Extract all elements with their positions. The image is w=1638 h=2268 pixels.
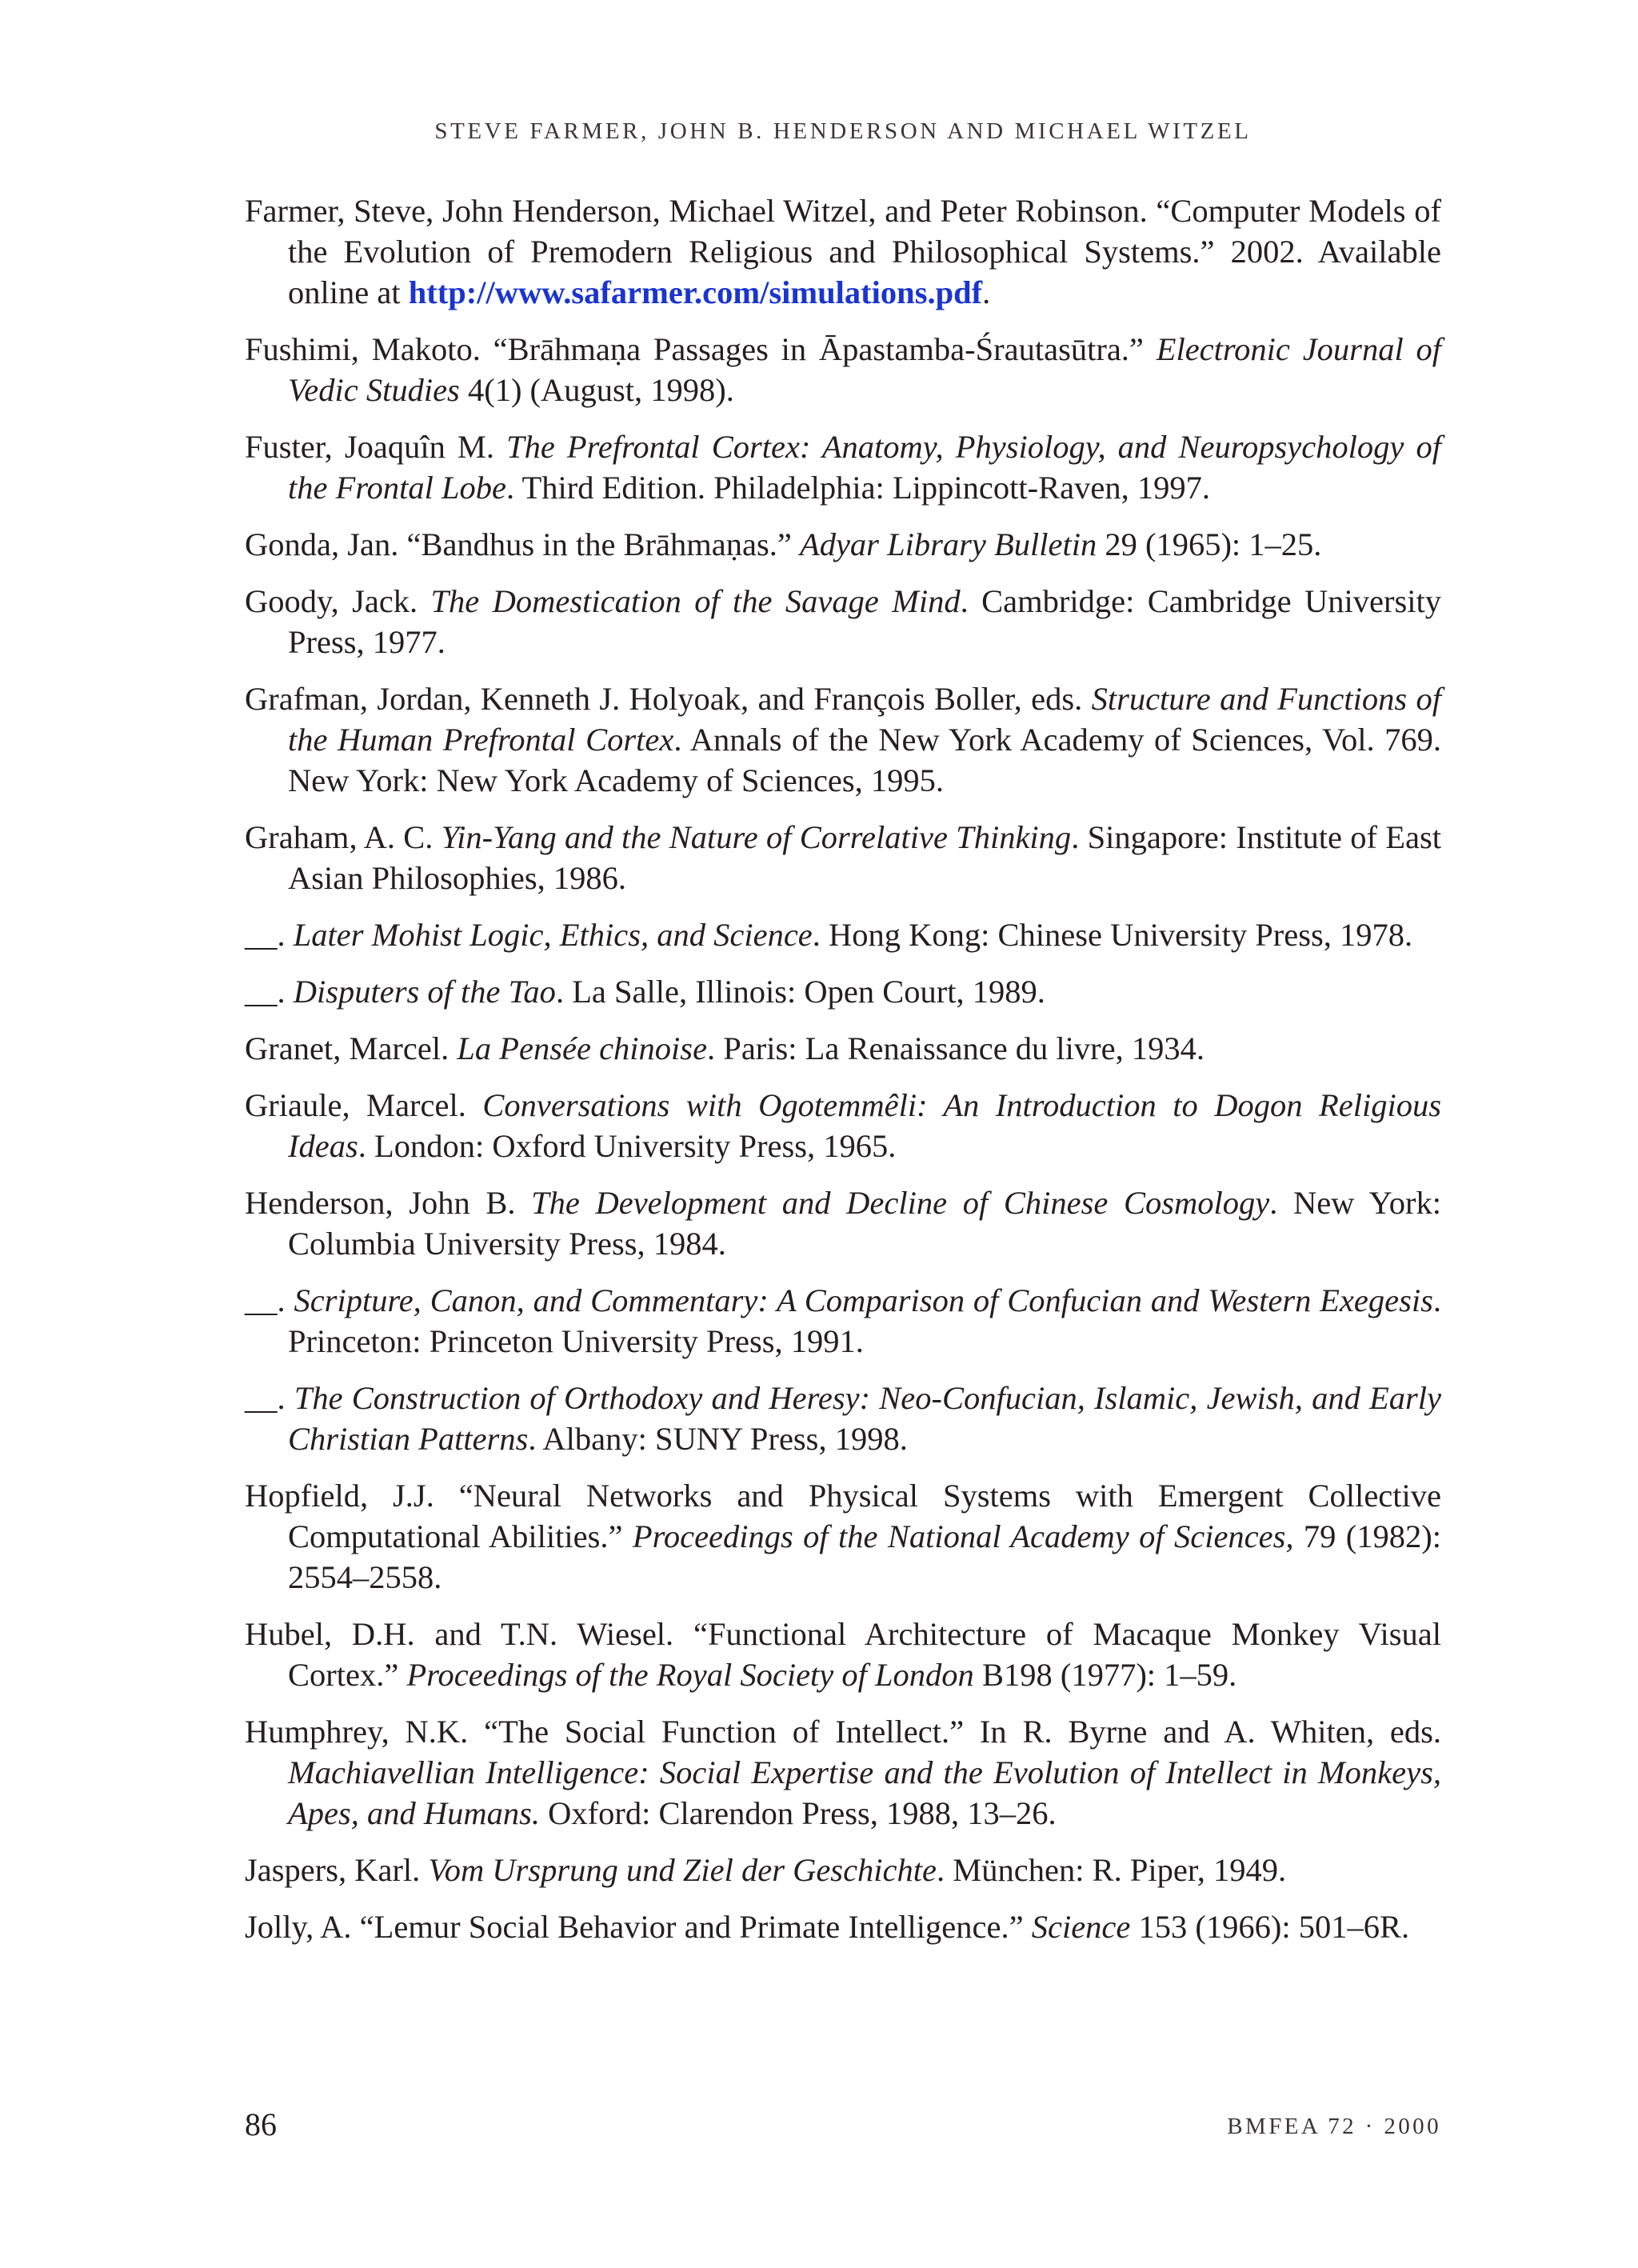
reference-publication: . Paris: La Renaissance du livre, 1934. bbox=[707, 1030, 1205, 1066]
reference-entry bbox=[245, 1475, 1441, 1598]
reference-author: Hubel, D.H. and T.N. Wiesel. bbox=[245, 1616, 693, 1652]
reference-author: Hopfield, J.J. bbox=[245, 1478, 459, 1514]
reference-entry bbox=[245, 1850, 1441, 1890]
reference-author: Jolly, A. bbox=[245, 1909, 360, 1945]
reference-article: “Lemur Social Behavior and Primate Intelligence.” bbox=[359, 1909, 1032, 1945]
reference-publication: 153 (1966): 501–6R. bbox=[1130, 1909, 1410, 1945]
reference-author: Humphrey, N.K. bbox=[245, 1714, 485, 1750]
reference-link[interactable]: http://www.safarmer.com/simulations.pdf bbox=[408, 274, 983, 310]
reference-publication: 4(1) (August, 1998). bbox=[459, 372, 734, 408]
reference-publication: Oxford: Clarendon Press, 1988, 13–26. bbox=[539, 1795, 1057, 1831]
reference-author: Fushimi, Makoto. bbox=[245, 331, 493, 367]
reference-title: The Development and Decline of Chinese Cosmology bbox=[531, 1185, 1270, 1221]
reference-article: “Neural Networks and Physical Systems with Emergent Collective Computational Abilities.” bbox=[288, 1478, 1441, 1554]
reference-author: Griaule, Marcel. bbox=[245, 1087, 483, 1123]
reference-author: Granet, Marcel. bbox=[245, 1030, 457, 1066]
reference-author: __. bbox=[245, 1282, 294, 1318]
reference-author: Goody, Jack. bbox=[245, 583, 431, 619]
reference-publication: . Third Edition. Philadelphia: Lippincott-Raven, 1997. bbox=[505, 470, 1210, 506]
reference-author: __. bbox=[245, 917, 294, 953]
reference-entry bbox=[245, 817, 1441, 898]
reference-article: “Functional Architecture of Macaque Monkey Visual Cortex.” bbox=[288, 1616, 1441, 1693]
reference-publication: . London: Oxford University Press, 1965. bbox=[358, 1128, 897, 1164]
running-head: STEVE FARMER, JOHN B. HENDERSON AND MICHAEL WITZEL bbox=[434, 118, 1252, 144]
reference-title: Conversations with Ogotemmêli: An Introduction to Dogon Religious Ideas bbox=[288, 1087, 1441, 1164]
reference-title: Yin-Yang and the Nature of Correlative Thinking bbox=[441, 819, 1072, 855]
reference-entry bbox=[245, 914, 1441, 955]
reference-title: Later Mohist Logic, Ethics, and Science bbox=[293, 917, 813, 953]
reference-title: The Construction of Orthodoxy and Heresy: Neo-Confucian, Islamic, Jewish, and Early Christian Patterns bbox=[288, 1380, 1441, 1457]
reference-publication: . München: R. Piper, 1949. bbox=[937, 1852, 1287, 1888]
reference-publication: 79 (1982): 2554–2558. bbox=[288, 1518, 1441, 1595]
reference-title: Disputers of the Tao bbox=[293, 974, 556, 1010]
reference-entry bbox=[245, 971, 1441, 1012]
reference-title: Proceedings of the Royal Society of London bbox=[406, 1657, 974, 1693]
reference-article: “Computer Models of the Evolution of Premodern Religious and Philosophical Systems.” 2002. Available online at bbox=[288, 193, 1441, 310]
reference-title: Science bbox=[1031, 1909, 1131, 1945]
reference-publication: . New York: Columbia University Press, 1984. bbox=[288, 1185, 1441, 1262]
reference-punctuation: . bbox=[982, 274, 991, 310]
reference-entry bbox=[245, 329, 1441, 410]
reference-title: Vom Ursprung und Ziel der Geschichte bbox=[428, 1852, 937, 1888]
reference-author: __. bbox=[245, 974, 294, 1010]
reference-author: Graham, A. C. bbox=[245, 819, 441, 855]
reference-list bbox=[245, 190, 1441, 1963]
journal-citation: BMFEA 72 · 2000 bbox=[1227, 2114, 1441, 2139]
reference-publication: . Singapore: Institute of East Asian Philosophies, 1986. bbox=[288, 819, 1442, 896]
reference-entry bbox=[245, 581, 1441, 662]
page-number: 86 bbox=[245, 2106, 277, 2142]
reference-publication: 29 (1965): 1–25. bbox=[1097, 526, 1322, 562]
reference-article: “The Social Function of Intellect.” In R. Byrne and A. Whiten, eds. bbox=[484, 1714, 1442, 1750]
reference-publication: . Hong Kong: Chinese University Press, 1978. bbox=[812, 917, 1413, 953]
reference-author: Henderson, John B. bbox=[245, 1185, 532, 1221]
reference-article: “Brāhmaṇa Passages in Āpastamba-Śrautasūtra.” bbox=[493, 331, 1157, 367]
reference-title: Electronic Journal of Vedic Studies bbox=[288, 331, 1441, 408]
reference-title: The Domestication of the Savage Mind bbox=[430, 583, 961, 619]
reference-publication: . La Salle, Illinois: Open Court, 1989. bbox=[555, 974, 1045, 1010]
reference-author: Grafman, Jordan, Kenneth J. Holyoak, and François Boller, eds. bbox=[245, 681, 1092, 717]
reference-title: La Pensée chinoise bbox=[457, 1030, 708, 1066]
reference-author: Jaspers, Karl. bbox=[245, 1852, 429, 1888]
reference-entry bbox=[245, 1378, 1441, 1459]
reference-entry bbox=[245, 1085, 1441, 1166]
reference-publication: B198 (1977): 1–59. bbox=[973, 1657, 1237, 1693]
reference-publication: . Princeton: Princeton University Press, 1991. bbox=[288, 1282, 1441, 1359]
reference-title: The Prefrontal Cortex: Anatomy, Physiology, and Neuropsychology of the Frontal Lobe bbox=[288, 429, 1441, 506]
reference-title: Machiavellian Intelligence: Social Expertise and the Evolution of Intellect in Monkeys, Apes, and Humans. bbox=[288, 1754, 1441, 1831]
reference-publication: . Annals of the New York Academy of Sciences, Vol. 769. New York: New York Academy of Sciences, 1995. bbox=[288, 722, 1441, 798]
reference-entry bbox=[245, 524, 1441, 565]
reference-author: __. bbox=[245, 1380, 294, 1416]
reference-entry bbox=[245, 1614, 1441, 1695]
reference-author: Farmer, Steve, John Henderson, Michael Witzel, and Peter Robinson. bbox=[245, 193, 1157, 229]
reference-entry bbox=[245, 426, 1441, 508]
reference-article: “Bandhus in the Brāhmaṇas.” bbox=[406, 526, 800, 562]
reference-entry bbox=[245, 1711, 1441, 1834]
reference-publication: . Cambridge: Cambridge University Press, 1977. bbox=[288, 583, 1441, 660]
reference-entry bbox=[245, 678, 1441, 801]
reference-author: Fuster, Joaquîn M. bbox=[245, 429, 507, 465]
reference-title: Scripture, Canon, and Commentary: A Comparison of Confucian and Western Exegesis bbox=[294, 1282, 1433, 1318]
reference-title: Adyar Library Bulletin bbox=[799, 526, 1097, 562]
reference-publication: . Albany: SUNY Press, 1998. bbox=[528, 1421, 908, 1457]
reference-title: Proceedings of the National Academy of Sciences, bbox=[632, 1518, 1294, 1554]
reference-entry bbox=[245, 190, 1441, 313]
reference-entry bbox=[245, 1028, 1441, 1069]
reference-author: Gonda, Jan. bbox=[245, 526, 407, 562]
reference-title: Structure and Functions of the Human Prefrontal Cortex bbox=[288, 681, 1441, 758]
reference-entry bbox=[245, 1280, 1441, 1362]
reference-entry bbox=[245, 1182, 1441, 1264]
reference-entry bbox=[245, 1906, 1441, 1947]
